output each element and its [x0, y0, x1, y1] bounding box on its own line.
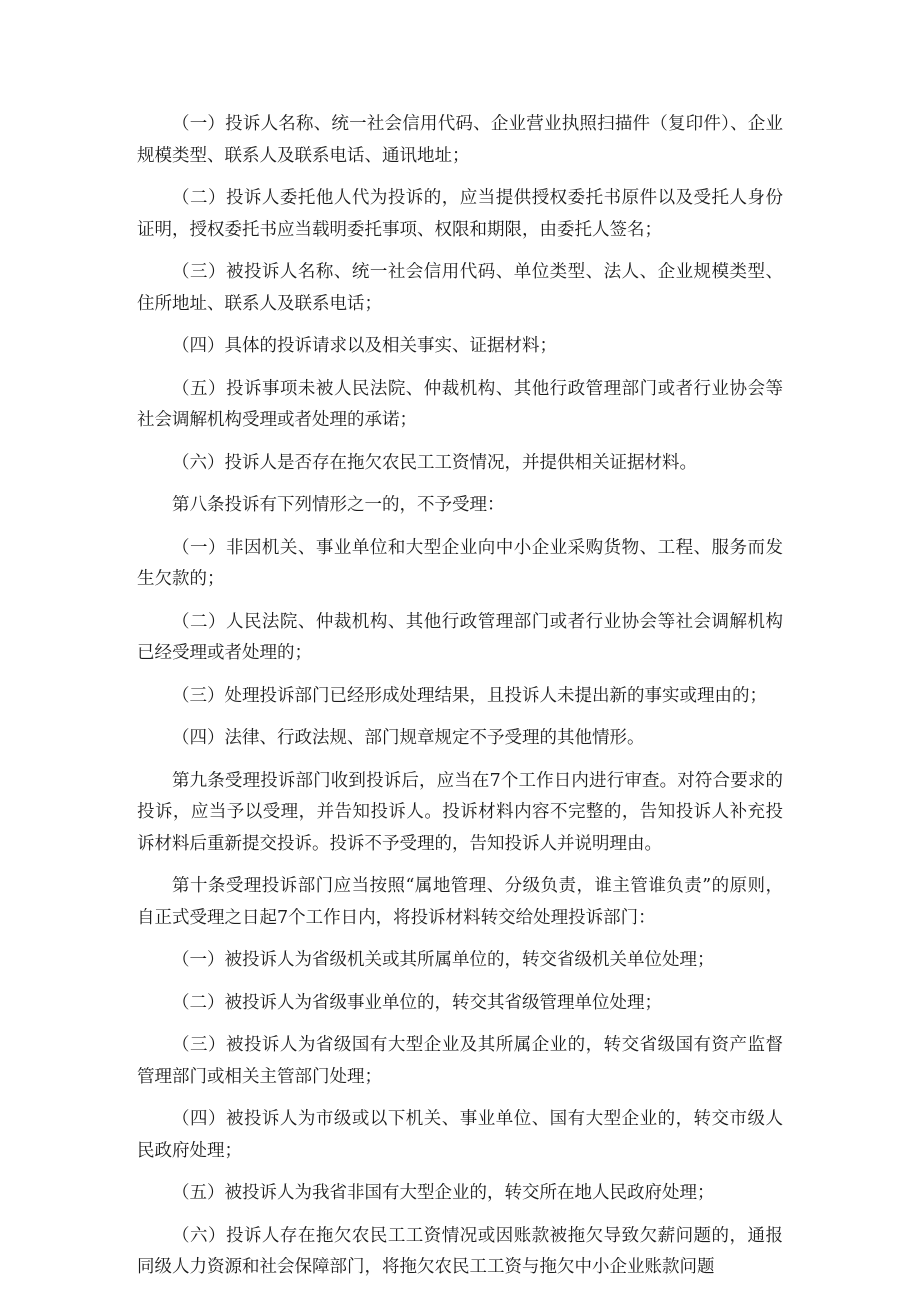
paragraph-non-state-enterprise: （五）被投诉人为我省非国有大型企业的，转交所在地人民政府处理； — [172, 1183, 715, 1203]
paragraph-complainant-info: （一）投诉人名称、统一社会信用代码、企业营业执照扫描件（复印件）、企业规模类型、联系人及联系电话、通讯地址； — [137, 114, 783, 166]
paragraph-already-resolved: （三）处理投诉部门已经形成处理结果，且投诉人未提出新的事实或理由的； — [172, 685, 767, 706]
paragraph-other-cases: （四）法律、行政法规、部门规章规定不予受理的其他情形。 — [172, 728, 645, 748]
paragraph-not-procurement: （一）非因机关、事业单位和大型企业向中小企业采购货物、工程、服务而发生欠款的； — [137, 537, 783, 589]
article-10: 第十条受理投诉部门应当按照“属地管理、分级负责，谁主管谁负责”的原则，自正式受理之日起7个工作日内，将投诉材料转交给处理投诉部门： — [137, 876, 783, 928]
paragraph-provincial-institution: （二）被投诉人为省级事业单位的，转交其省级管理单位处理； — [172, 992, 662, 1013]
paragraph-wage-arrears: （六）投诉人是否存在拖欠农民工工资情况，并提供相关证据材料。 — [172, 452, 697, 473]
paragraph-municipal: （四）被投诉人为市级或以下机关、事业单位、国有大型企业的，转交市级人民政府处理； — [137, 1109, 783, 1161]
document-page — [137, 109, 783, 1295]
paragraph-respondent-info: （三）被投诉人名称、统一社会信用代码、单位类型、法人、企业规模类型、住所地址、联系人及联系电话； — [137, 262, 783, 314]
paragraph-provincial-soe: （三）被投诉人为省级国有大型企业及其所属企业的，转交省级国有资产监督管理部门或相关主管部门处理； — [137, 1035, 783, 1087]
paragraph-already-handled: （二）人民法院、仲裁机构、其他行政管理部门或者行业协会等社会调解机构已经受理或者处理的； — [137, 611, 783, 663]
paragraph-authorization: （二）投诉人委托他人代为投诉的，应当提供授权委托书原件以及受托人身份证明，授权委托书应当载明委托事项、权限和期限，由委托人签名； — [137, 188, 783, 240]
paragraph-provincial-organ: （一）被投诉人为省级机关或其所属单位的，转交省级机关单位处理； — [172, 950, 715, 970]
paragraph-wage-notification: （六）投诉人存在拖欠农民工工资情况或因账款被拖欠导致欠薪问题的，通报同级人力资源和社会保障部门，将拖欠农民工工资与拖欠中小企业账款问题 — [137, 1225, 783, 1277]
paragraph-commitment: （五）投诉事项未被人民法院、仲裁机构、其他行政管理部门或者行业协会等社会调解机构受理或者处理的承诺； — [137, 378, 783, 430]
article-9: 第九条受理投诉部门收到投诉后，应当在7个工作日内进行审查。对符合要求的投诉，应当予以受理，并告知投诉人。投诉材料内容不完整的，告知投诉人补充投诉材料后重新提交投诉。投诉不予受理的，告知投诉人并说明理由。 — [137, 770, 783, 854]
paragraph-complaint-request: （四）具体的投诉请求以及相关事实、证据材料； — [172, 336, 557, 356]
article-8-heading: 第八条投诉有下列情形之一的，不予受理： — [172, 495, 505, 515]
